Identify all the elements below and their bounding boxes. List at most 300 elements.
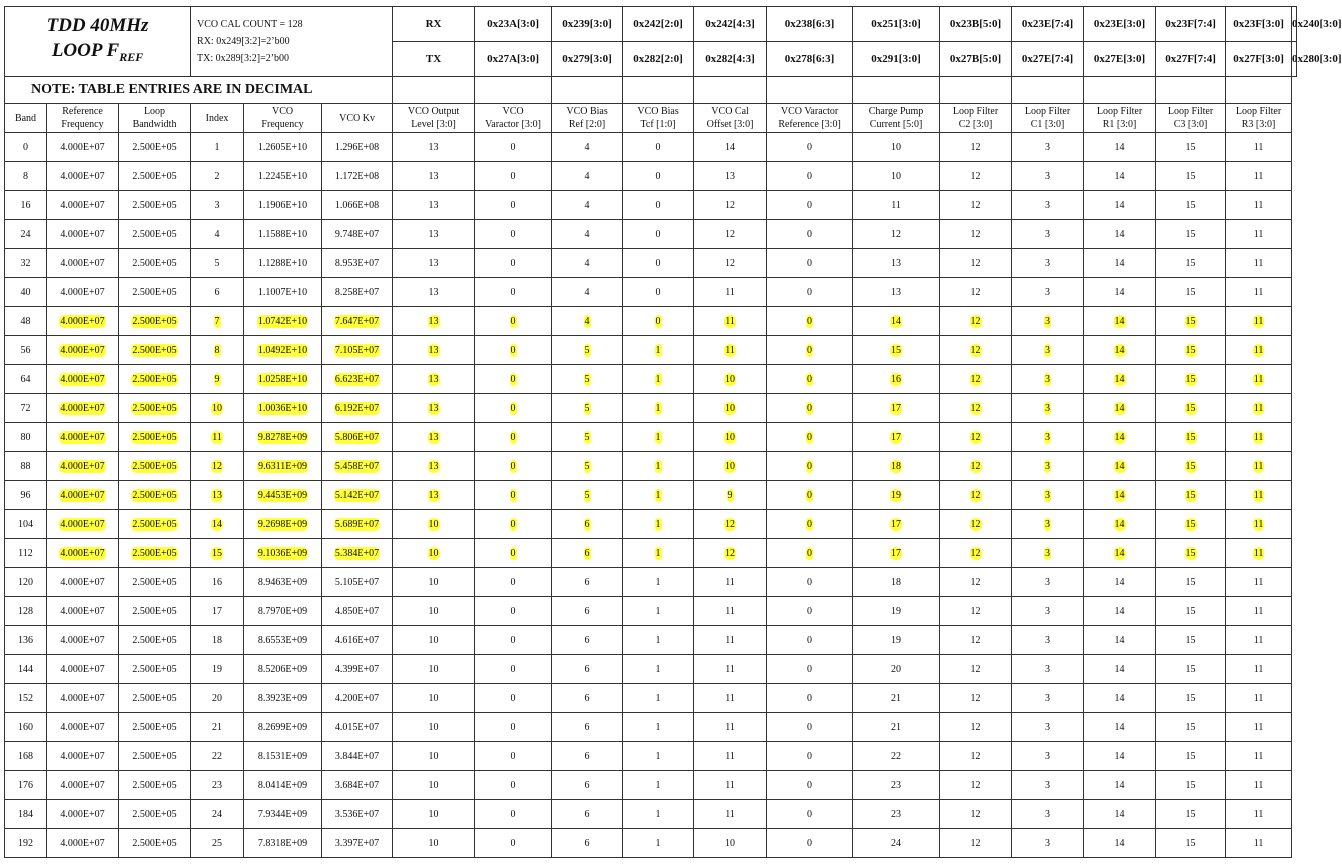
table-cell [1156,307,1226,336]
column-header [322,104,393,133]
table-cell [244,684,322,713]
table-cell [552,307,623,336]
cell-value: 0 [807,257,813,269]
cell-value: 15 [1185,518,1196,530]
table-cell [191,742,244,771]
table-cell [191,568,244,597]
cell-value: 12 [970,779,981,791]
cell-value: 14 [1114,750,1125,762]
cell-value: 13 [891,257,902,269]
table-cell [1226,191,1292,220]
table-cell [1012,655,1084,684]
table-row [5,626,1297,655]
table-cell [552,452,623,481]
table-cell [1084,452,1156,481]
cell-value: 2.500E+05 [132,576,177,588]
cell-value: 0 [510,431,516,443]
cell-value: 4.000E+07 [60,199,105,211]
cell-value: 0 [807,692,813,704]
cell-value: 11 [725,286,735,298]
cell-value: 4 [584,199,590,211]
table-cell [244,771,322,800]
table-cell [47,742,119,771]
tx-label: TX [393,42,475,77]
table-cell [853,829,940,858]
cell-value: 14 [1114,199,1125,211]
cell-value: 4.000E+07 [60,692,105,704]
cell-value: 11 [1253,402,1264,414]
cell-value: 15 [1185,663,1196,675]
table-cell [191,713,244,742]
table-cell [244,713,322,742]
table-row [5,365,1297,394]
cell-value: 19 [891,605,902,617]
table-cell [475,481,552,510]
cell-value: 11 [1253,576,1264,588]
cell-value: 11 [1253,344,1264,356]
cell-value: 21 [891,692,902,704]
table-cell [623,191,694,220]
table-cell [767,133,853,162]
table-cell [1084,539,1156,568]
table-cell [1156,510,1226,539]
column-header-line1: Loop Filter [1235,106,1282,117]
cell-value: 0 [510,605,516,617]
cell-value: 0 [510,257,516,269]
empty-cell [853,77,940,104]
table-cell [1226,539,1292,568]
cell-value: 6 [584,721,590,733]
cell-value: 2.500E+05 [132,228,177,240]
cell-value: 6 [584,837,590,849]
table-cell [940,133,1012,162]
cell-value: 18 [891,460,902,472]
cell-value: 15 [1185,402,1196,414]
table-cell [853,162,940,191]
cell-value: 2.500E+05 [132,692,177,704]
cell-value: 2.500E+05 [132,286,177,298]
column-header-line1: VCO Kv [339,112,375,124]
cell-value: 15 [1185,750,1196,762]
table-cell [1084,655,1156,684]
table-cell [1226,742,1292,771]
table-cell [1012,742,1084,771]
table-cell [119,481,191,510]
table-cell [940,800,1012,829]
table-cell [1226,568,1292,597]
cell-value: 15 [1185,170,1196,182]
cell-value: 4.000E+07 [60,402,105,414]
cell-value: 3.844E+07 [334,750,380,762]
cell-value: 14 [891,315,902,327]
cell-value: 56 [20,344,31,356]
table-row [5,684,1297,713]
table-cell [623,800,694,829]
table-cell [393,626,475,655]
table-cell [767,510,853,539]
cell-value: 0 [807,750,813,762]
cell-value: 10 [428,663,439,675]
cell-value: 5.142E+07 [334,489,380,501]
cell-value: 3 [1045,837,1051,849]
cell-value: 12 [970,373,981,385]
cell-value: 14 [1114,373,1125,385]
table-cell [623,481,694,510]
table-cell [1156,684,1226,713]
cell-value: 12 [970,344,981,356]
table-cell [475,191,552,220]
table-cell [5,713,47,742]
cell-value: 2.500E+05 [132,779,177,791]
empty-cell [1156,77,1226,104]
table-cell [475,336,552,365]
table-cell [1012,191,1084,220]
table-cell [119,568,191,597]
tx-cal-register: TX: 0x289[3:2]=2’b00 [197,53,290,64]
cell-value: 10 [891,141,902,153]
cell-value: 12 [970,489,981,501]
table-cell [1012,220,1084,249]
table-cell [393,365,475,394]
table-cell [119,191,191,220]
table-cell [1226,800,1292,829]
column-header [393,104,475,133]
cell-value: 11 [725,808,735,820]
table-cell [1012,771,1084,800]
table-cell [191,510,244,539]
cell-value: 1 [655,460,661,472]
cell-value: 13 [428,489,439,501]
table-cell [244,133,322,162]
cell-value: 2.500E+05 [132,518,177,530]
table-cell [5,771,47,800]
table-cell [694,249,767,278]
cell-value: 1 [655,431,661,443]
cell-value: 6 [584,547,590,559]
table-cell [47,191,119,220]
table-cell [940,568,1012,597]
table-cell [475,220,552,249]
cell-value: 1.1288E+10 [257,257,308,269]
table-cell [393,829,475,858]
table-cell [47,568,119,597]
table-cell [940,539,1012,568]
table-cell [1156,249,1226,278]
table-cell [552,220,623,249]
column-header-line2: C3 [3:0] [1173,119,1208,130]
cell-value: 12 [725,199,736,211]
table-cell [552,800,623,829]
column-header-line2: Offset [3:0] [706,119,754,130]
cell-value: 11 [725,605,735,617]
cell-value: 6 [584,808,590,820]
table-cell [393,597,475,626]
title-line-2 [5,38,190,70]
table-cell [191,220,244,249]
table-cell [1012,278,1084,307]
tx-register-cell: 0x278[6:3] [767,42,853,77]
table-cell [475,713,552,742]
empty-cell [475,77,552,104]
table-cell [5,133,47,162]
table-cell [1012,336,1084,365]
table-cell [623,278,694,307]
cell-value: 11 [1253,431,1264,443]
column-header-line1: Loop Filter [952,106,999,117]
table-cell [191,191,244,220]
cell-value: 12 [970,547,981,559]
cell-value: 13 [428,141,439,153]
table-row [5,423,1297,452]
table-cell [767,191,853,220]
table-cell [552,365,623,394]
cell-value: 1.1588E+10 [257,228,308,240]
cell-value: 11 [1253,750,1264,762]
cell-value: 16 [20,199,31,211]
table-cell [191,394,244,423]
table-cell [694,742,767,771]
cell-value: 14 [1114,663,1125,675]
cell-value: 4.000E+07 [60,344,105,356]
cell-value: 13 [428,460,439,472]
cell-value: 1 [655,518,661,530]
column-header [119,104,191,133]
table-cell [322,742,393,771]
table-cell [940,278,1012,307]
cell-value: 23 [891,808,902,820]
cell-value: 3 [1045,634,1051,646]
table-cell [5,307,47,336]
table-cell [1226,452,1292,481]
cell-value: 1 [655,779,661,791]
table-cell [1226,829,1292,858]
table-cell [47,394,119,423]
cell-value: 20 [891,663,902,675]
table-cell [244,307,322,336]
cell-value: 10 [725,402,736,414]
column-header [191,104,244,133]
cell-value: 12 [212,460,223,472]
table-cell [853,394,940,423]
table-cell [1156,626,1226,655]
column-header-line2: Level [3:0] [411,119,456,130]
title-line-1: TDD 40MHz [46,15,149,37]
table-cell [322,684,393,713]
empty-cell [552,77,623,104]
cell-value: 20 [212,692,223,704]
cell-value: 0 [510,779,516,791]
column-header-line1: Charge Pump [868,106,924,117]
cell-value: 11 [725,779,735,791]
cell-value: 7 [214,315,220,327]
cell-value: 72 [20,402,31,414]
table-cell [191,307,244,336]
table-cell [119,626,191,655]
cell-value: 144 [18,663,33,675]
cell-value: 1 [655,489,661,501]
cell-value: 12 [970,315,981,327]
table-cell [623,829,694,858]
cell-value: 12 [970,170,981,182]
empty-cell [623,77,694,104]
table-cell [5,365,47,394]
cell-value: 12 [970,576,981,588]
table-cell [244,481,322,510]
cell-value: 14 [1114,170,1125,182]
cell-value: 19 [891,489,902,501]
cell-value: 3 [1045,315,1051,327]
table-cell [322,191,393,220]
cell-value: 0 [807,344,813,356]
table-row [5,220,1297,249]
table-cell [940,365,1012,394]
rx-cal-register: RX: 0x249[3:2]=2’b00 [197,36,290,47]
table-cell [1012,539,1084,568]
cell-value: 10 [725,460,736,472]
table-cell [623,133,694,162]
cell-value: 1 [655,547,661,559]
table-cell [47,278,119,307]
cell-value: 14 [1114,228,1125,240]
table-cell [767,684,853,713]
table-cell [1156,336,1226,365]
table-cell [322,597,393,626]
cell-value: 15 [212,547,223,559]
table-cell [119,365,191,394]
cell-value: 0 [510,315,516,327]
cell-value: 13 [428,431,439,443]
column-header [1084,104,1156,133]
cell-value: 120 [18,576,33,588]
cell-value: 15 [1185,141,1196,153]
table-cell [694,713,767,742]
table-cell [1156,162,1226,191]
table-cell [119,684,191,713]
column-header [5,104,47,133]
table-cell [475,249,552,278]
table-cell [119,220,191,249]
cell-value: 5 [584,344,590,356]
cell-value: 1.296E+08 [334,141,380,153]
table-cell [767,742,853,771]
table-cell [853,278,940,307]
cell-value: 11 [725,692,735,704]
table-cell [1084,336,1156,365]
column-header [1012,104,1084,133]
cell-value: 15 [1185,373,1196,385]
cell-value: 17 [212,605,223,617]
cell-value: 4.000E+07 [60,257,105,269]
column-headers [5,104,1297,133]
table-cell [393,452,475,481]
cell-value: 176 [18,779,33,791]
note-row [5,77,1297,104]
cell-value: 4.000E+07 [60,489,105,501]
table-cell [694,771,767,800]
cell-value: 0 [510,808,516,820]
cell-value: 14 [212,518,223,530]
column-header [1226,104,1292,133]
cell-value: 15 [1185,692,1196,704]
table-cell [1226,307,1292,336]
table-cell [322,452,393,481]
cell-value: 6 [584,750,590,762]
cell-value: 4 [584,257,590,269]
table-cell [853,481,940,510]
cell-value: 11 [1253,489,1264,501]
cell-value: 13 [428,315,439,327]
table-cell [47,713,119,742]
table-cell [853,365,940,394]
table-cell [393,510,475,539]
column-header-line2: Current [5:0] [869,119,923,130]
table-cell [694,133,767,162]
cell-value: 12 [725,257,736,269]
column-header-line1: VCO [271,106,294,117]
table-cell [47,307,119,336]
cell-value: 6 [584,576,590,588]
table-cell [244,278,322,307]
table-cell [475,829,552,858]
table-row [5,394,1297,423]
table-cell [1084,742,1156,771]
cell-value: 14 [1114,721,1125,733]
table-cell [5,626,47,655]
cell-value: 0 [807,286,813,298]
cell-value: 4.000E+07 [60,547,105,559]
table-row [5,800,1297,829]
table-cell [119,249,191,278]
cell-value: 3 [214,199,220,211]
table-cell [322,307,393,336]
cell-value: 0 [807,170,813,182]
cell-value: 1.0036E+10 [257,402,308,414]
cell-value: 13 [428,170,439,182]
vco-cal-count: VCO CAL COUNT = 128 [197,19,303,30]
column-header-line1: VCO Bias [637,106,679,117]
table-cell [853,423,940,452]
table-cell [940,336,1012,365]
cell-value: 10 [725,837,736,849]
cell-value: 15 [1185,634,1196,646]
cell-value: 0 [807,489,813,501]
table-cell [393,191,475,220]
table-cell [767,278,853,307]
table-cell [1156,742,1226,771]
table-cell [1012,394,1084,423]
table-cell [940,423,1012,452]
table-cell [475,684,552,713]
table-cell [5,568,47,597]
table-cell [191,829,244,858]
cell-value: 25 [212,837,223,849]
table-row [5,307,1297,336]
table-cell [393,423,475,452]
cell-value: 2.500E+05 [132,344,177,356]
cell-value: 16 [891,373,902,385]
cell-value: 11 [1253,808,1264,820]
table-cell [694,597,767,626]
cell-value: 23 [891,779,902,791]
cell-value: 0 [807,315,813,327]
table-cell [5,452,47,481]
cell-value: 2.500E+05 [132,750,177,762]
cell-value: 14 [1114,286,1125,298]
cell-value: 0 [510,750,516,762]
cell-value: 0 [807,402,813,414]
table-cell [1012,481,1084,510]
table-cell [119,278,191,307]
